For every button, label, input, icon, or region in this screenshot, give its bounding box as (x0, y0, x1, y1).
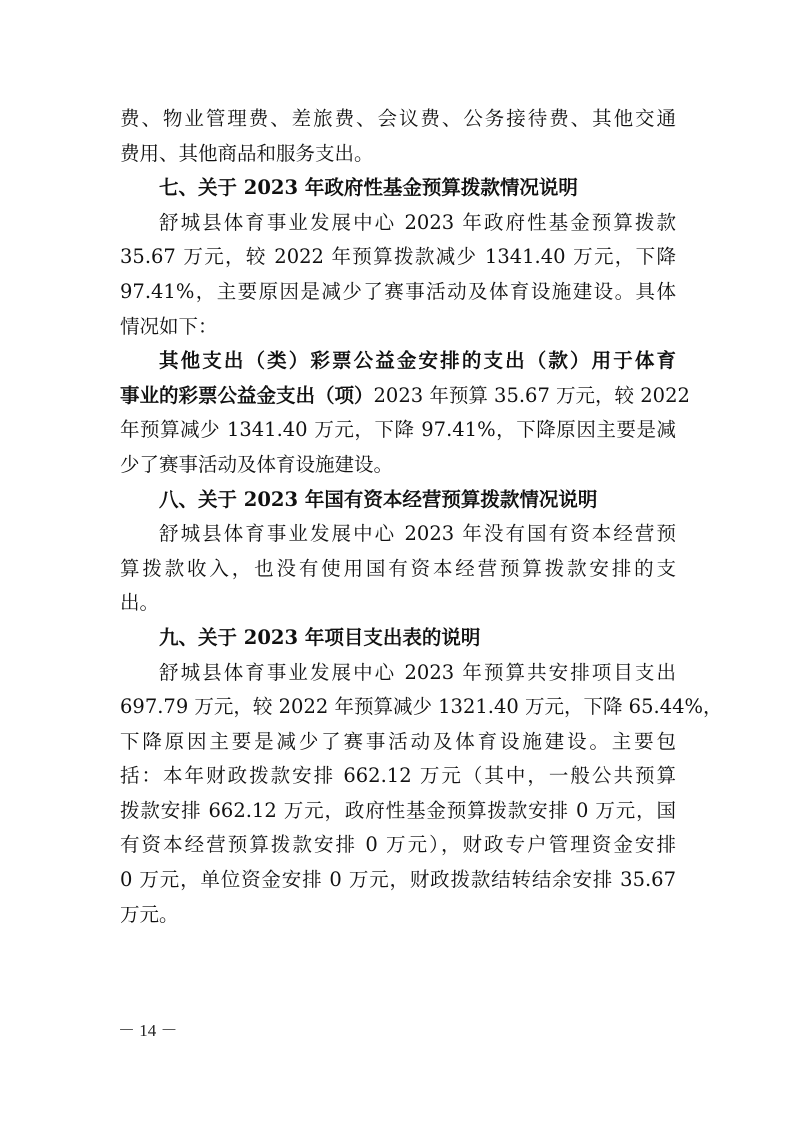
section-heading: 七、关于 2023 年政府性基金预算拨款情况说明 (159, 176, 578, 200)
paragraph-line: 括：本年财政拨款安排 662.12 万元（其中，一般公共预算 (120, 764, 676, 788)
paragraph-line: 35.67 万元，较 2022 年预算拨款减少 1341.40 万元，下降 (120, 245, 676, 269)
paragraph-line: 97.41%，主要原因是减少了赛事活动及体育设施建设。具体 (120, 279, 676, 303)
budget-item-text: 2023 年预算 35.67 万元，较 2022 (373, 383, 690, 407)
budget-item-label: 事业的彩票公益金支出（项） (120, 383, 374, 407)
paragraph-line: 697.79 万元，较 2022 年预算减少 1321.40 万元，下降 65.44%， (120, 695, 723, 719)
paragraph-line: 拨款安排 662.12 万元，政府性基金预算拨款安排 0 万元，国 (120, 798, 676, 822)
page-number: － 14 － (118, 1021, 178, 1040)
paragraph-line: 出。 (120, 591, 160, 615)
paragraph-line: 算拨款收入，也没有使用国有资本经营预算拨款安排的支 (120, 556, 676, 580)
paragraph-line-mixed (120, 379, 690, 414)
paragraph-line: 有资本经营预算拨款安排 0 万元），财政专户管理资金安排 (120, 833, 676, 857)
paragraph-line: 费用、其他商品和服务支出。 (120, 141, 374, 165)
paragraph-line: 舒城县体育事业发展中心 2023 年政府性基金预算拨款 (159, 210, 676, 234)
paragraph-line: 情况如下： (120, 314, 218, 338)
paragraph-line: 舒城县体育事业发展中心 2023 年预算共安排项目支出 (159, 660, 676, 684)
paragraph-line: 0 万元，单位资金安排 0 万元，财政拨款结转结余安排 35.67 (120, 868, 676, 892)
section-heading: 九、关于 2023 年项目支出表的说明 (159, 625, 481, 649)
document-body (120, 102, 723, 932)
paragraph-line-bold: 其他支出（类）彩票公益金安排的支出（款）用于体育 (159, 349, 676, 373)
paragraph-line: 舒城县体育事业发展中心 2023 年没有国有资本经营预 (159, 522, 676, 546)
paragraph-line: 下降原因主要是减少了赛事活动及体育设施建设。主要包 (120, 729, 676, 753)
paragraph-line: 少了赛事活动及体育设施建设。 (120, 452, 394, 476)
paragraph-line: 年预算减少 1341.40 万元，下降 97.41%，下降原因主要是减 (120, 418, 676, 442)
paragraph-line: 费、物业管理费、差旅费、会议费、公务接待费、其他交通 (120, 107, 676, 130)
section-heading: 八、关于 2023 年国有资本经营预算拨款情况说明 (159, 487, 598, 511)
paragraph-line: 万元。 (120, 902, 179, 926)
